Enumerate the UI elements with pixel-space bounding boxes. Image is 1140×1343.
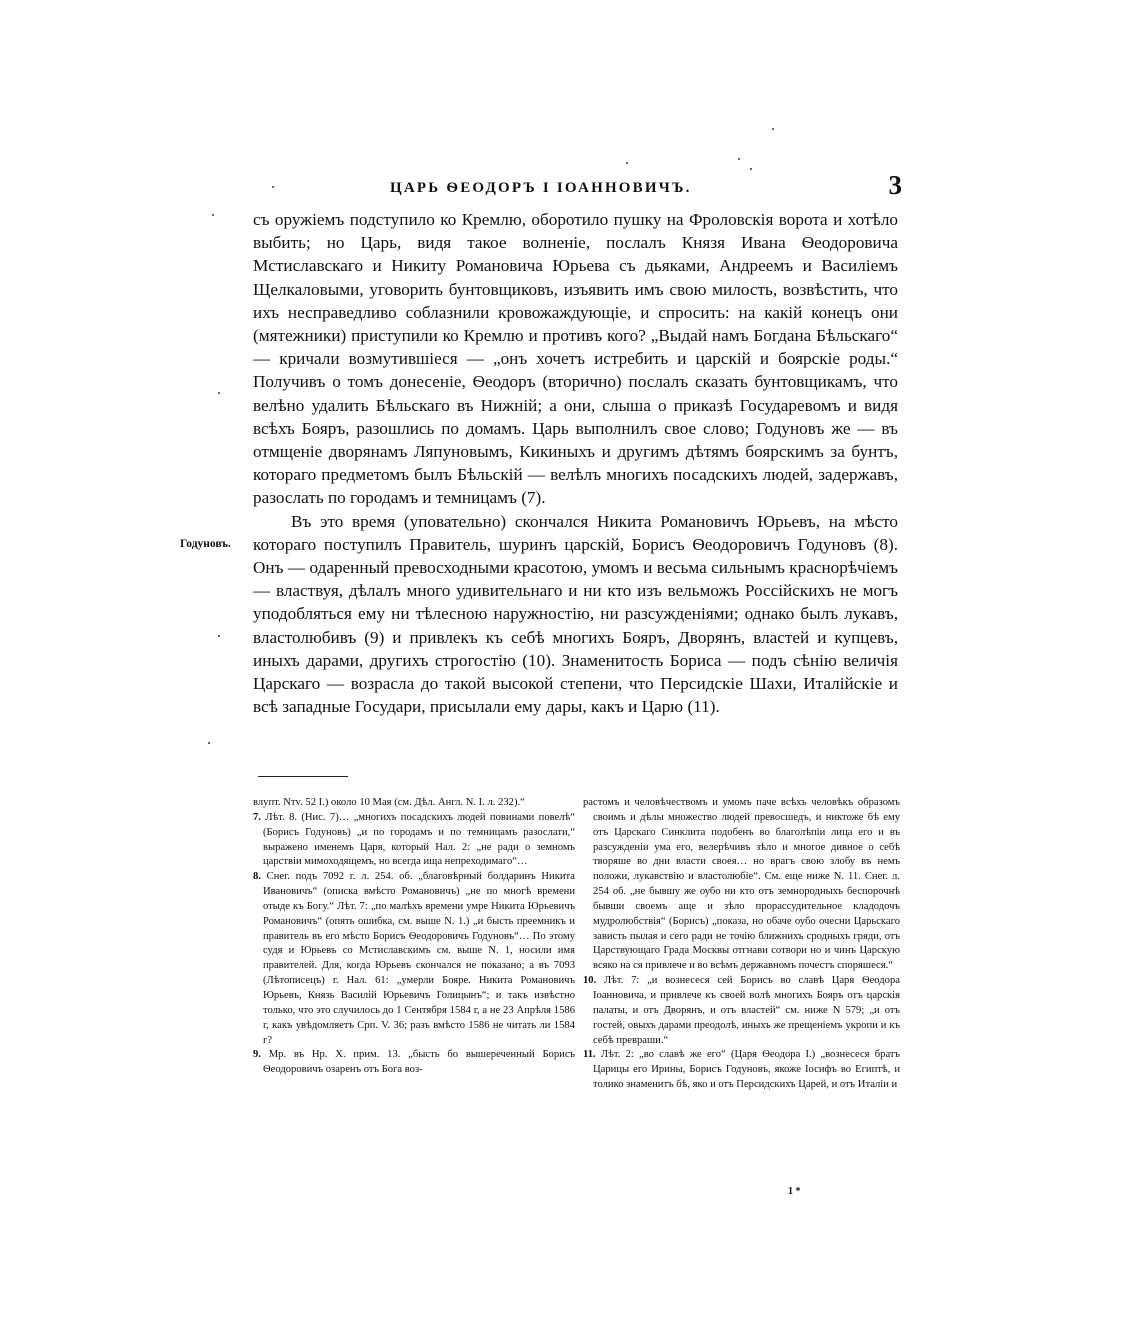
scan-speck <box>218 635 220 637</box>
scan-speck <box>750 168 752 170</box>
footnote-item <box>583 974 900 1048</box>
footnote-item <box>583 796 900 974</box>
footnote-text: Мр. въ Нр. X. прим. 13. „бысть бо вышереченный Борисъ Ѳеодоровичъ озаренъ отъ Бога воз- <box>263 1049 575 1076</box>
footnote-item <box>253 811 575 870</box>
footnote-number: 7. <box>253 811 261 823</box>
scan-speck <box>626 162 628 164</box>
footnote-text: Лѣт. 2: „во славѣ же его“ (Царя Ѳеодора I.) „вознесеся братъ Царицы его Ирины, Борисъ Годуновъ, якоже Іосифъ во Египтѣ, и толико знаменитъ бѣ, яко и отъ Персидскихъ Царей, и отъ Италіи и <box>593 1049 900 1091</box>
footnote-rule <box>258 776 348 777</box>
footnote-item <box>253 1048 575 1078</box>
main-text <box>253 208 898 718</box>
scan-speck <box>212 214 214 216</box>
footnote-item <box>583 1048 900 1093</box>
margin-note: Годуновъ. <box>180 538 231 550</box>
footnote-number: 9. <box>253 1049 261 1061</box>
running-head <box>250 170 910 206</box>
running-title: ЦАРЬ ѲЕОДОРЪ I IОАННОВИЧЪ. <box>390 180 692 196</box>
paragraph-godunov: Въ это время (уповательно) скончался Никита Романовичъ Юрьевъ, на мѣсто котораго поступилъ Правитель, шуринъ царскій, Борисъ Ѳеодоровичъ Годуновъ (8). Онъ — одаренный превосходными красотою, умомъ и весьма сильнымъ краснорѣчіемъ — властвуя, дѣлалъ много удивительнаго и ни кто изъ вельможъ Россійскихъ не могъ уподобляться ему ни тѣлесною наружностію, ни разсужденіями; однако былъ лукавъ, властолюбивъ (9) и привлекъ къ себѣ многихъ Бояръ, Дворянъ, властей и купцевъ, иныхъ дарами, другихъ строгостію (10). Знаменитость Бориса — подъ сѣнію величія Царскаго — возрасла до такой высокой степени, что Персидскіе Шахи, Италійскіе и всѣ западные Государи, присылали ему дары, какъ и Царю (11). <box>253 511 898 717</box>
footnote-text: растомъ и человѣчествомъ и умомъ паче всѣхъ человѣкъ образомъ своимъ и дѣлы множество людей превосшедъ, и никтоже бѣ ему отъ Царскаго Синклита подобенъ во благолѣпіи лица его и въ разсужденіи ума его, велерѣчивъ зѣло и многое дивное о себѣ творяше во дни власти своея… но врагъ свою злобу въ немъ положи, лукавствію и властолюбіе“. См. еще ниже N. 11. Снег. л. 254 об. „не бывшу же оубо ни кто отъ земнородныхъ беспорочнѣ бывши своемъ аще и зѣло прорассудительное кладодочъ мудролюбствія“ (Борисъ) „показа, но обаче оубо очесни Царьскаго зависть пылая и сего ради не точію ближнихъ сродныхъ гряди, отъ Царствующаго Града Москвы отгнави сотвори но и чинъ Царскую всяко на ся привлече и во всѣмъ державномъ почестъ споряшеся.“ <box>583 797 900 972</box>
scan-speck <box>772 128 774 130</box>
footnote-text: Лѣт. 8. (Нис. 7)… „многихъ посадскихъ людей повинами повелѣ“ (Борисъ Годуновъ) „и по городамъ и по темницамъ разослати,“ выражено именемъ Царя, который Нал. 2: „не ради о земномъ царствіи мимоходящемъ, но всегда ища непреходимаго“… <box>263 811 576 868</box>
scan-speck <box>272 186 274 188</box>
scan-speck <box>208 742 210 744</box>
footnotes-right-column <box>583 796 900 1093</box>
scan-speck <box>218 392 220 394</box>
footnote-text: Лѣт. 7: „и вознесеся сей Борисъ во славѣ Царя Ѳеодора Іоанновича, и привлече къ своей волѣ многихъ Бояръ отъ царскія палаты, и отъ Дворянъ, и отъ властей“ см. ниже N 579; „и отъ гостей, овыхъ дарами преодолѣ, иныхъ же прещеніемъ укропи и къ себѣ превраши.“ <box>593 975 900 1046</box>
footnote-text: Снег. подъ 7092 г. л. 254. об. „благовѣрный болдаринъ Никита Ивановичъ“ (описка вмѣсто Романовичъ) „не по многѣ времени отыде къ Богу.“ Лѣт. 7: „по малѣхъ времени умре Никита Юрьевичъ Романовичъ“ (опять ошибка, см. выше N. 1.) „и бысть преемникъ и правитель въ его мѣсто Борисъ Ѳеодоровичъ Годуновъ“… По этому судя и Юрьевъ со Мстиславскимъ см. выше N. 1, носили имя правителей. Для, когда Юрьевъ скончался не показано; а въ 7093 (Лѣтописецъ) г. Нал. 61: „умерли Бояре. Никита Романовичъ Юрьевъ, Князь Василій Юрьевичъ Голицынъ“; и такъ извѣстно только, что это случилось до 1 Сентября 1584 г, а не 23 Апрѣля 1586 г, какъ увѣдомляетъ Срп. V. 36; разъ вмѣсто 1586 не читать ли 1584 г? <box>263 871 575 1046</box>
signature-mark: 1 * <box>788 1186 801 1197</box>
paragraph-continued: съ оружіемъ подступило ко Кремлю, оборотило пушку на Фроловскія ворота и хотѣло выбить; но Царь, видя такое волненіе, послалъ Князя Ивана Ѳеодоровича Мстиславскаго и Никиту Романовича Юрьева съ дьяками, Андреемъ и Василіемъ Щелкаловыми, уговорить бунтовщиковъ, изъявить имъ свою милость, возвѣстить, что ихъ несправедливо соблазнили кровожаждующіе, и спросить: на какій конецъ они (мятежники) приступили ко Кремлю и противъ кого? „Выдай намъ Богдана Бѣльскаго“ — кричали возмутившіеся — „онъ хочетъ истребить и царскій и боярскіе роды.“ Получивъ о томъ донесеніе, Ѳеодоръ (вторично) послалъ сказать бунтовщикамъ, что велѣно удалить Бѣльскаго въ Нижній; а они, слыша о приказѣ Государевомъ и видя всѣхъ Бояръ, разошлись по домамъ. Царь выполнилъ свое слово; Годуновъ же — въ отмщеніе дворянамъ Ляпуновымъ, Кикиныхъ и другимъ дѣтямъ боярскимъ за бунтъ, котораго предметомъ былъ Бѣльскій — велѣлъ многихъ посадскихъ людей, задержавъ, разослать по городамъ и темницамъ (7). <box>253 210 898 508</box>
footnote-number: 8. <box>253 871 261 883</box>
page-number: 3 <box>888 170 902 200</box>
footnote-item <box>253 870 575 1048</box>
footnote-item <box>253 796 575 811</box>
footnote-text: влупт. Nтv. 52 I.) около 10 Мая (см. Дѣл. Англ. N. I. л. 232).“ <box>253 797 525 808</box>
scan-speck <box>738 158 740 160</box>
footnotes-left-column <box>253 796 575 1078</box>
footnote-number: 10. <box>583 975 597 987</box>
footnote-number: 11. <box>583 1049 596 1061</box>
